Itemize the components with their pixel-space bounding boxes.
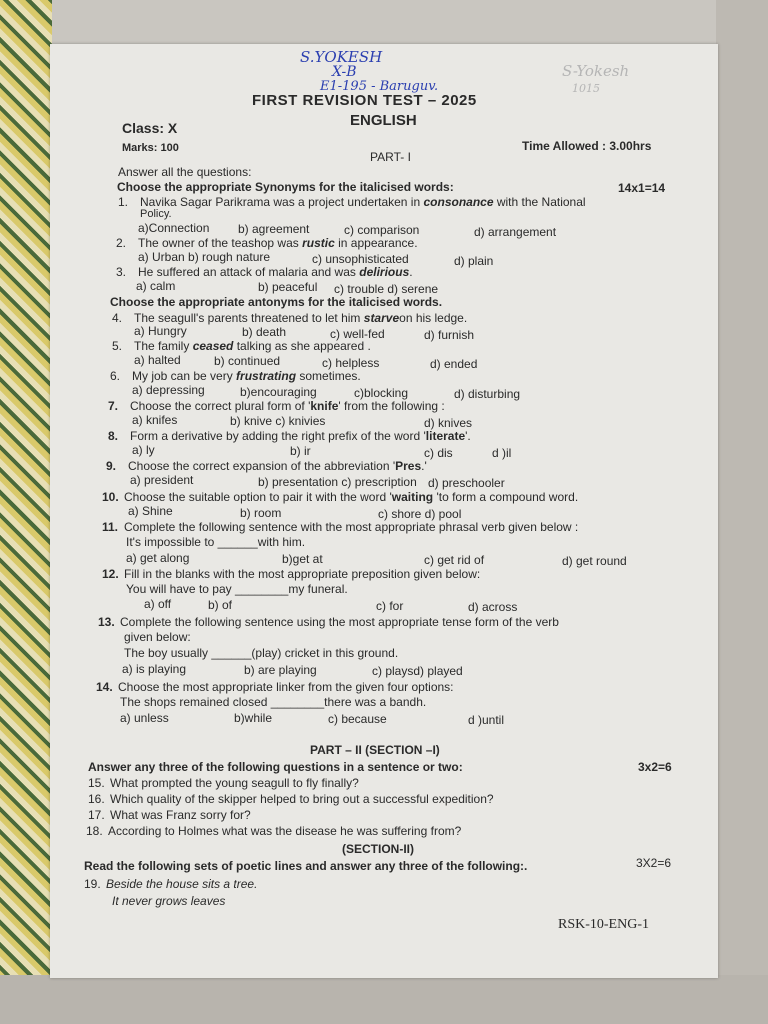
question-19-line-2: It never grows leaves: [112, 894, 226, 908]
faint-handwriting-roll: 1015: [572, 82, 600, 95]
poetic-instruction: Read the following sets of poetic lines and answer any three of the following:.: [84, 859, 528, 873]
marks-label: Marks: 100: [122, 142, 179, 154]
subject-title: ENGLISH: [350, 112, 417, 129]
part-one-heading: PART- I: [370, 150, 411, 164]
poetic-marks: 3X2=6: [636, 856, 672, 870]
tablecloth-background: [0, 0, 52, 1024]
exam-paper: S.YOKESH X-B E1-195 - Baruguv. S-Yokesh 1015 FIRST REVISION TEST – 2025 Class: X ENGLISH Marks: 100 Time Allowed : 3.00hrs PART- I Answer all the questions: Choose the appropriate Synonyms for the italicised words: 14x1=14 1. Navika Sagar Parikrama was a project undertaken in consonance with the National Policy. a)Connection b) agreement c) comparison d) arrangement 2. The owner of the teashop was rustic in appearance. a) Urban b) rough nature c) unsophisticated d) plain 3. He suffered an attack of malaria and was delirious. a) calm b) peaceful c) trouble d) serene Choose the appropriate antonyms for the italicised words. 4. The seagull's parents threatened to let him starveon his ledge. a) Hungry b) death c) well-fed d) furnish 5. The family ceased talking as she appeared . a) halted b) continued c) helpless d) ended 6. My job can be very frustrating sometimes. a) depressing b)encouraging c)blocking d) disturbing 7. Choose the correct plural form of 'knife' from the following : a) knifes b) knive c) knivies d) knives 8. Form a derivative by adding the right prefix of the word 'literate'. a) ly b) ir c) dis d )il 9. Choose the correct expansion of the abbreviation 'Pres.' a) president b) presentation c) prescription d) preschooler 10. Choose the suitable option to pair it with the word 'waiting 'to form a compound word. a) Shine b) room c) shore d) pool 11. Complete the following sentence with the most appropriate phrasal verb given below : It's impossible to ______with him. a) get along b)get at c) get rid of d) get round 12. Fill in the blanks with the most appropriate preposition given below: You will have to pay ________my funeral. a) off b) of c) for d) across 13. Complete the following sentence using the most appropriate tense form of the verb given below: The boy usually ______(play) cricket in this ground. a) is playing b) are playing c) playsd) played 14. Choose the most appropriate linker from the given four options: The shops remained closed ________there was a bandh. a) unless b)while c) because d )until PART – II (SECTION –I) Answer any three of the following questions in a sentence or two: 3x2=6 15. What prompted the young seagull to fly finally? 16. Which quality of the skipper helped to bring out a successful expedition? 17. What was Franz sorry for? 18. According to Holmes what was the disease he was suffering from? (SECTION-II) Read the following sets of poetic lines and answer any three of the following:. 3X2=6 19. Beside the house sits a tree. It never grows leaves RSK-10-ENG-1: [50, 44, 718, 978]
handwritten-roll: E1-195 - Baruguv.: [320, 79, 439, 94]
question-9: 9. Choose the correct expansion of the abbreviation 'Pres.': [106, 459, 427, 473]
question-6: 6. My job can be very frustrating sometimes.: [110, 369, 361, 383]
synonyms-marks: 14x1=14: [618, 181, 666, 195]
question-13: 13. Complete the following sentence using the most appropriate tense form of the verb: [98, 615, 559, 629]
exam-title: FIRST REVISION TEST – 2025: [252, 92, 477, 109]
question-15: 15. What prompted the young seagull to fly finally?: [88, 776, 359, 790]
antonyms-heading: Choose the appropriate antonyms for the italicised words.: [110, 295, 443, 309]
handwritten-name: S.YOKESH: [300, 48, 383, 66]
part-two-instruction: Answer any three of the following questions in a sentence or two:: [88, 760, 463, 774]
background-bottom: [0, 975, 768, 1024]
footer-code: RSK-10-ENG-1: [558, 917, 649, 932]
handwritten-class: X-B: [332, 64, 357, 80]
background-right: [716, 0, 768, 1024]
question-2: 2. The owner of the teashop was rustic in appearance.: [116, 236, 418, 250]
question-1: 1. Navika Sagar Parikrama was a project undertaken in consonance with the National: [118, 195, 586, 209]
section-two-heading: (SECTION-II): [342, 842, 414, 856]
question-16: 16. Which quality of the skipper helped to bring out a successful expedition?: [88, 792, 494, 806]
part-two-heading: PART – II (SECTION –I): [310, 743, 440, 757]
faint-handwriting: S-Yokesh: [562, 62, 630, 80]
question-10: 10. Choose the suitable option to pair it with the word 'waiting 'to form a compound word.: [102, 490, 579, 504]
question-12: 12. Fill in the blanks with the most appropriate preposition given below:: [102, 567, 481, 581]
question-8: 8. Form a derivative by adding the right prefix of the word 'literate'.: [108, 429, 471, 443]
question-14: 14. Choose the most appropriate linker from the given four options:: [96, 680, 454, 694]
question-5: 5. The family ceased talking as she appeared .: [112, 339, 371, 353]
question-19: 19. Beside the house sits a tree.: [84, 877, 258, 891]
class-label: Class: X: [122, 120, 178, 136]
question-17: 17. What was Franz sorry for?: [88, 808, 251, 822]
synonyms-heading: Choose the appropriate Synonyms for the italicised words:: [117, 180, 454, 194]
question-11: 11. Complete the following sentence with the most appropriate phrasal verb given below :: [102, 520, 579, 534]
part-two-marks: 3x2=6: [638, 760, 672, 774]
question-7: 7. Choose the correct plural form of 'knife' from the following :: [108, 399, 445, 413]
question-3: 3. He suffered an attack of malaria and was delirious.: [116, 265, 413, 279]
instruction: Answer all the questions:: [118, 165, 252, 179]
question-4: 4. The seagull's parents threatened to let him starveon his ledge.: [112, 311, 468, 325]
time-allowed: Time Allowed : 3.00hrs: [522, 139, 652, 153]
question-18: 18. According to Holmes what was the disease he was suffering from?: [86, 824, 462, 838]
